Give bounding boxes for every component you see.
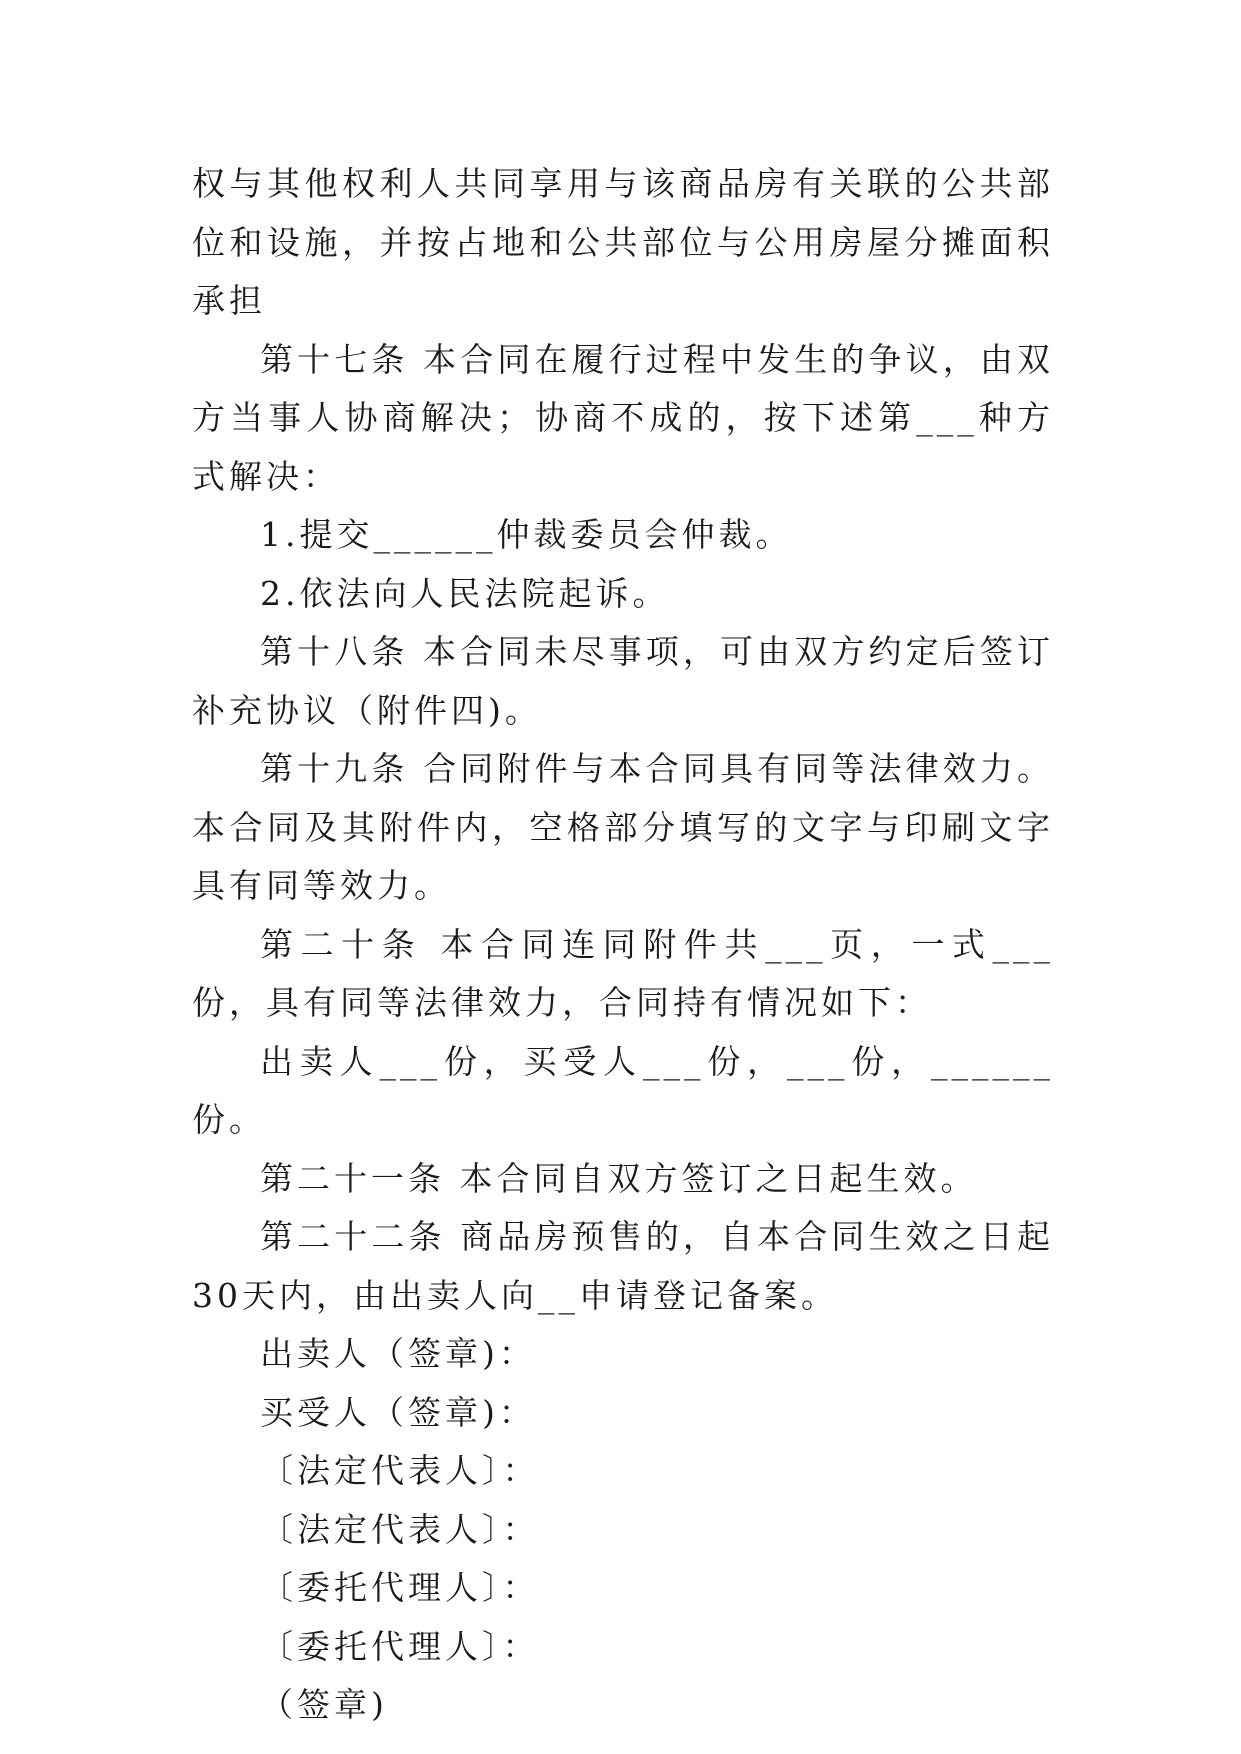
paragraph-article-17: 第十七条 本合同在履行过程中发生的争议，由双方当事人协商解决；协商不成的，按下述第___种方式解决： — [192, 339, 1054, 496]
paragraph-article-18: 第十八条 本合同未尽事项，可由双方约定后签订补充协议（附件四)。 — [192, 632, 1054, 730]
signature-seal: （签章) — [260, 1685, 388, 1724]
paragraph-option-2: 2.依法向人民法院起诉。 — [260, 573, 670, 613]
paragraph-article-22: 第二十二条 商品房预售的，自本合同生效之日起30天内，由出卖人向__申请登记备案。 — [192, 1217, 1054, 1315]
paragraph-option-1: 1.提交______仲裁委员会仲裁。 — [260, 515, 793, 554]
signature-seller: 出卖人（签章)： — [260, 1334, 536, 1373]
signature-legal-rep-1: 〔法定代表人〕： — [260, 1451, 540, 1490]
paragraph-article-21: 第二十一条 本合同自双方签订之日起生效。 — [260, 1158, 978, 1198]
paragraph-article-19: 第十九条 合同附件与本合同具有同等法律效力。本合同及其附件内，空格部分填写的文字与印刷文字具有同等效力。 — [192, 749, 1054, 905]
signature-buyer: 买受人（签章)： — [260, 1392, 536, 1432]
signature-agent-2: 〔委托代理人〕： — [260, 1626, 540, 1666]
paragraph-continuation: 权与其他权利人共同享用与该商品房有关联的公共部位和设施，并按占地和公共部位与公用房屋分摊面积承担 — [192, 164, 1054, 320]
contract-body — [192, 155, 1054, 1735]
paragraph-copies: 出卖人___份，买受人___份，___份，______份。 — [192, 1041, 1054, 1139]
signature-agent-1: 〔委托代理人〕： — [260, 1568, 540, 1607]
signature-legal-rep-2: 〔法定代表人〕： — [260, 1509, 540, 1549]
paragraph-article-20: 第二十条 本合同连同附件共___页，一式___份，具有同等法律效力，合同持有情况如下： — [192, 924, 1054, 1022]
